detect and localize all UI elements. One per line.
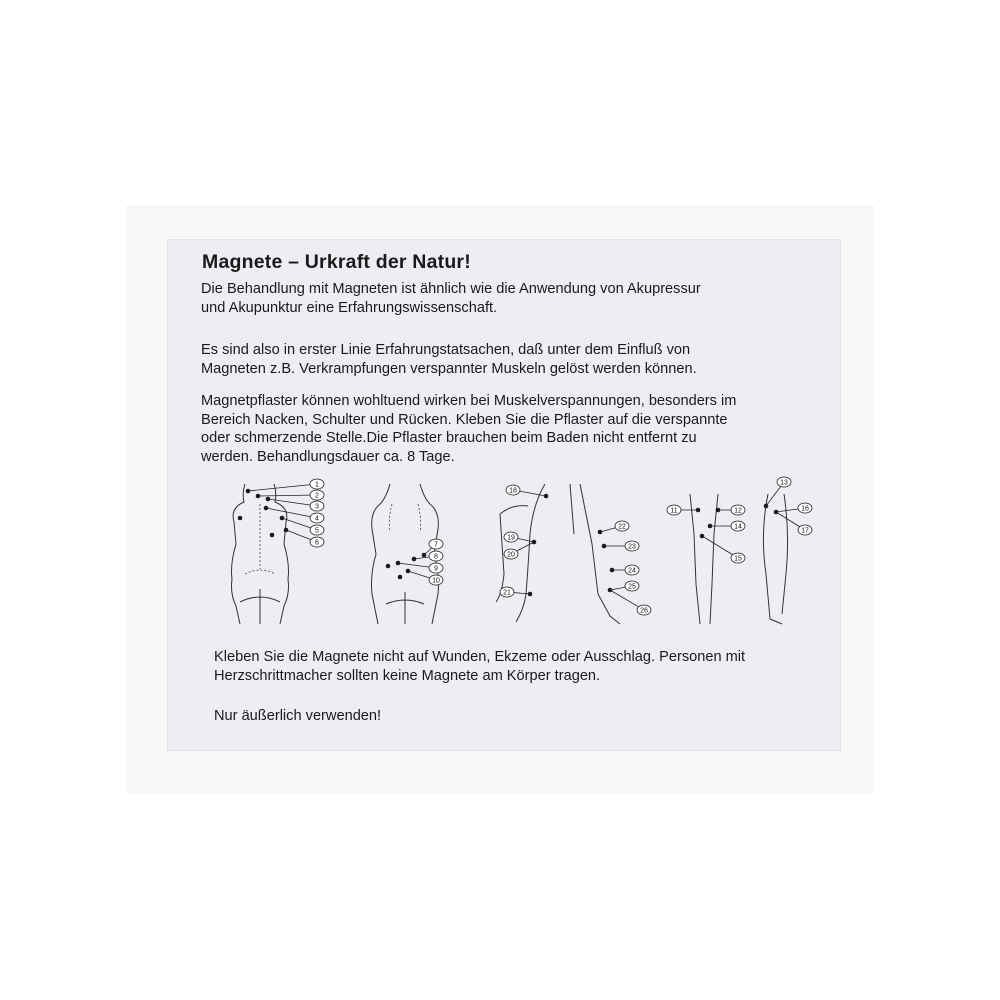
experience-paragraph <box>201 341 697 378</box>
callout-number: 21 <box>503 589 511 597</box>
callout-number: 18 <box>509 487 517 495</box>
callout-number: 14 <box>734 523 742 531</box>
usage-line: Bereich Nacken, Schulter und Rücken. Kleben Sie die Pflaster auf die verspannte <box>201 411 728 428</box>
external-use-line: Nur äußerlich verwenden! <box>214 708 382 724</box>
callout-number: 5 <box>315 527 319 535</box>
warning-line: Herzschrittmacher sollten keine Magnete am Körper tragen. <box>214 667 601 684</box>
callout-number: 1 <box>315 481 319 489</box>
usage-paragraph <box>201 392 736 466</box>
callout-number: 26 <box>640 607 648 615</box>
callout-number: 6 <box>315 539 319 547</box>
callout-number: 22 <box>618 523 626 531</box>
experience-line: Magneten z.B. Verkrampfungen verspannter Muskeln gelöst werden können. <box>201 360 697 377</box>
usage-line: werden. Behandlungsdauer ca. 8 Tage. <box>201 448 455 465</box>
callout-number: 24 <box>628 567 636 575</box>
callout-number: 19 <box>507 534 515 542</box>
warning-paragraph <box>214 648 745 685</box>
callout-number: 20 <box>507 551 515 559</box>
acupoint-figures <box>200 474 830 634</box>
callout-number: 3 <box>315 503 319 511</box>
intro-line: und Akupunktur eine Erfahrungswissenschaft. <box>201 299 498 316</box>
callout-number: 25 <box>628 583 636 591</box>
leaflet-title: Magnete – Urkraft der Natur! <box>202 251 471 273</box>
callout-number: 8 <box>434 553 438 561</box>
callout-number: 16 <box>801 505 809 513</box>
callout-number: 10 <box>432 577 440 585</box>
callout-number: 4 <box>315 515 319 523</box>
callout-number: 2 <box>315 492 319 500</box>
intro-paragraph <box>201 280 701 317</box>
callout-number: 23 <box>628 543 636 551</box>
warning-line: Kleben Sie die Magnete nicht auf Wunden, Ekzeme oder Ausschlag. Personen mit <box>214 649 746 665</box>
callout-leader-line <box>248 481 319 491</box>
usage-line: oder schmerzende Stelle.Die Pflaster brauchen beim Baden nicht entfernt zu <box>201 430 697 446</box>
callout-number: 12 <box>734 507 742 515</box>
callout-leader-line <box>266 508 317 518</box>
callout-leader-line <box>258 495 317 496</box>
figure-lower-back <box>372 484 439 624</box>
callout-number: 11 <box>670 507 678 515</box>
callout-number: 13 <box>780 479 788 487</box>
figure-upper-back <box>232 484 289 624</box>
callout-number: 9 <box>434 565 438 573</box>
usage-line: Magnetpflaster können wohltuend wirken bei Muskelverspannungen, besonders im <box>201 393 737 409</box>
external-use-note <box>214 707 381 726</box>
callout-number: 15 <box>734 555 742 563</box>
experience-line: Es sind also in erster Linie Erfahrungstatsachen, daß unter dem Einfluß von <box>201 342 691 358</box>
intro-line: Die Behandlung mit Magneten ist ähnlich wie die Anwendung von Akupressur <box>201 281 701 297</box>
callout-number: 17 <box>801 527 809 535</box>
body-diagram <box>200 474 830 634</box>
callout-number: 7 <box>434 541 438 549</box>
